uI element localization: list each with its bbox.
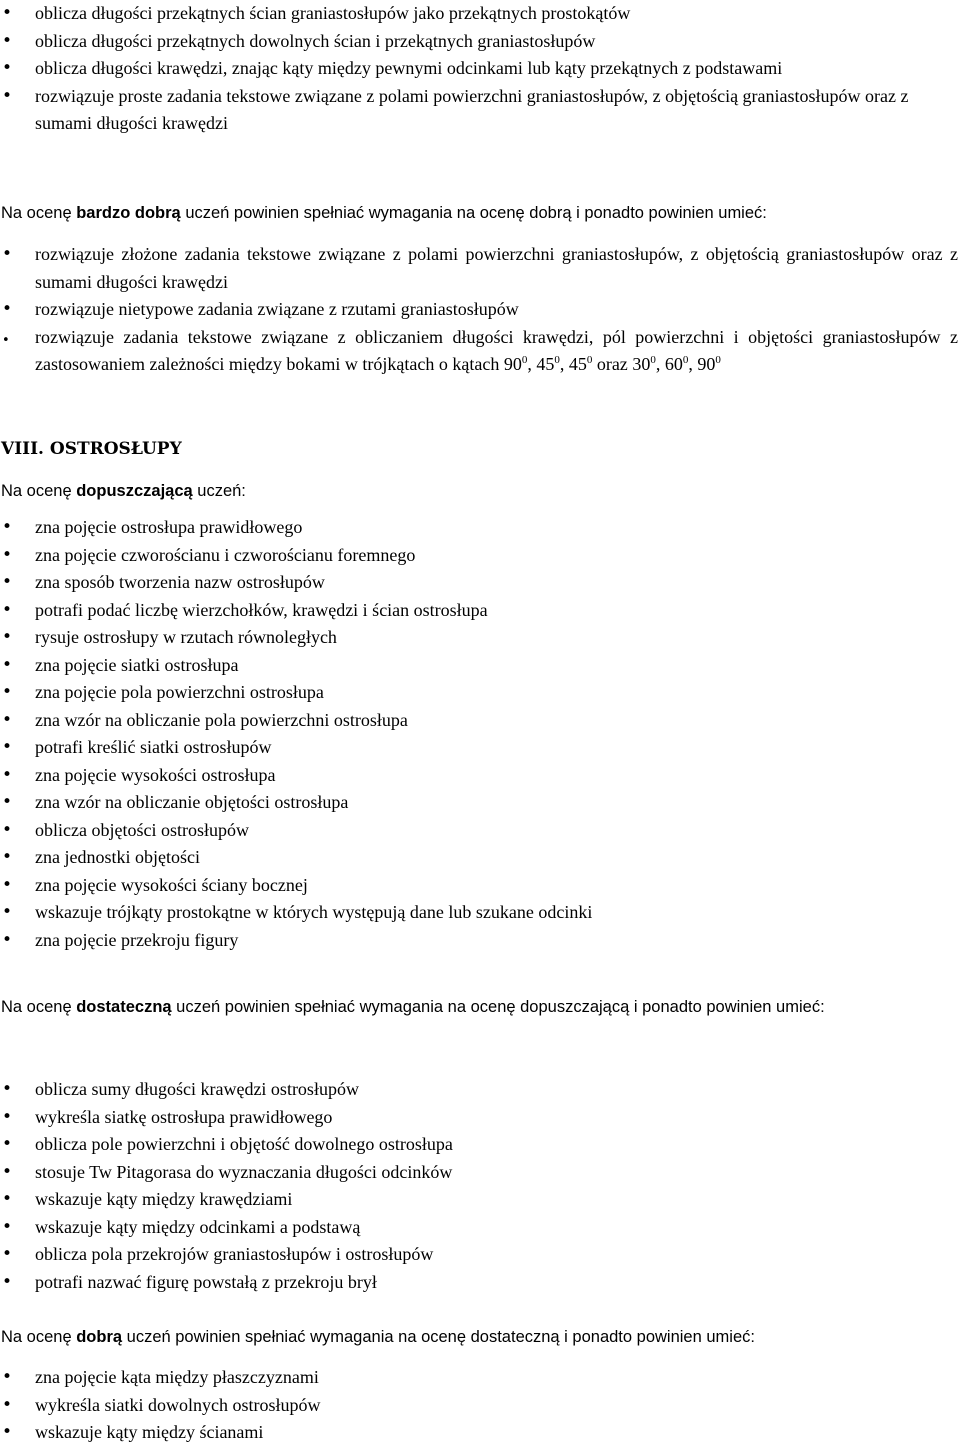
list-item: • wskazuje kąty między ścianami — [0, 1419, 940, 1447]
list-item: • zna pojęcie czworościanu i czworościanu foremnego — [0, 542, 940, 570]
list-item: • potrafi kreślić siatki ostrosłupów — [0, 734, 940, 762]
list-item: • zna pojęcie siatki ostrosłupa — [0, 652, 940, 680]
list-item: • wskazuje kąty między odcinkami a podstawą — [0, 1214, 940, 1242]
list-item: • rozwiązuje złożone zadania tekstowe związane z polami powierzchni graniastosłupów, z objętością graniastosłupów oraz z sumami długości krawędzi — [0, 241, 958, 296]
list-item: • stosuje Tw Pitagorasa do wyznaczania długości odcinków — [0, 1159, 940, 1187]
section-title: VIII. OSTROSŁUPY — [1, 439, 182, 459]
heading-grade-bardzo-dobra: Na ocenę bardzo dobrą uczeń powinien spełniać wymagania na ocenę dobrą i ponadto powinien umieć: — [1, 204, 767, 222]
list-item: • zna pojęcie ostrosłupa prawidłowego — [0, 514, 940, 542]
grade-name: dobrą — [76, 1328, 123, 1346]
grade-name: dostateczną — [76, 998, 172, 1016]
list-item: • zna wzór na obliczanie pola powierzchni ostrosłupa — [0, 707, 940, 735]
list-item: • oblicza długości przekątnych ścian graniastosłupów jako przekątnych prostokątów — [0, 0, 940, 28]
list-item: • wskazuje trójkąty prostokątne w których występują dane lub szukane odcinki — [0, 899, 940, 927]
list-item: • oblicza długości przekątnych dowolnych ścian i przekątnych graniastosłupów — [0, 28, 940, 56]
list-item: • potrafi nazwać figurę powstałą z przekroju brył — [0, 1269, 940, 1297]
list-top — [0, 0, 940, 138]
list-item: • zna pojęcie wysokości ściany bocznej — [0, 872, 940, 900]
grade-name: bardzo dobrą — [76, 204, 181, 222]
heading-grade-dobra: Na ocenę dobrą uczeń powinien spełniać wymagania na ocenę dostateczną i ponadto powinien umieć: — [1, 1328, 755, 1346]
heading-grade-dostateczna: Na ocenę dostateczną uczeń powinien spełniać wymagania na ocenę dopuszczającą i ponadto powinien umieć: — [1, 998, 825, 1016]
heading-grade-dopuszczajaca: Na ocenę dopuszczającą uczeń: — [1, 482, 246, 500]
list-item: • zna pojęcie przekroju figury — [0, 927, 940, 955]
list-item: • oblicza objętości ostrosłupów — [0, 817, 940, 845]
list-item: • zna jednostki objętości — [0, 844, 940, 872]
list-item: • oblicza pole powierzchni i objętość dowolnego ostrosłupa — [0, 1131, 940, 1159]
list-item: • rozwiązuje nietypowe zadania związane z rzutami graniastosłupów — [0, 296, 958, 324]
list-item: • rysuje ostrosłupy w rzutach równoległych — [0, 624, 940, 652]
list-item: • oblicza sumy długości krawędzi ostrosłupów — [0, 1076, 940, 1104]
list-item: • oblicza długości krawędzi, znając kąty między pewnymi odcinkami lub kąty przekątnych z podstawami — [0, 55, 940, 83]
list-item: • wykreśla siatkę ostrosłupa prawidłowego — [0, 1104, 940, 1132]
list-item: • zna pojęcie wysokości ostrosłupa — [0, 762, 940, 790]
grade-name: dopuszczającą — [76, 482, 193, 500]
list-dopuszczajaca — [0, 514, 940, 954]
list-item: • wykreśla siatki dowolnych ostrosłupów — [0, 1392, 940, 1420]
list-dostateczna — [0, 1076, 940, 1296]
list-item: • rozwiązuje zadania tekstowe związane z obliczaniem długości krawędzi, pól powierzchni i objętości graniastosłupów z zastosowaniem zależności między bokami w trójkątach o kątach $90^0$, $45^0$, $45^0$ oraz $30^0$, $60^0$, $90^0$ — [0, 324, 958, 379]
list-bardzo-dobra — [0, 241, 958, 379]
list-item: • zna pojęcie kąta między płaszczyznami — [0, 1364, 940, 1392]
list-item: • wskazuje kąty między krawędziami — [0, 1186, 940, 1214]
list-item: • zna sposób tworzenia nazw ostrosłupów — [0, 569, 940, 597]
list-dobra — [0, 1364, 940, 1447]
list-item: • oblicza pola przekrojów graniastosłupów i ostrosłupów — [0, 1241, 940, 1269]
list-item: • zna pojęcie pola powierzchni ostrosłupa — [0, 679, 940, 707]
list-item: • rozwiązuje proste zadania tekstowe związane z polami powierzchni graniastosłupów, z objętością graniastosłupów oraz z sumami długości krawędzi — [0, 83, 940, 138]
list-item: • potrafi podać liczbę wierzchołków, krawędzi i ścian ostrosłupa — [0, 597, 940, 625]
list-item: • zna wzór na obliczanie objętości ostrosłupa — [0, 789, 940, 817]
